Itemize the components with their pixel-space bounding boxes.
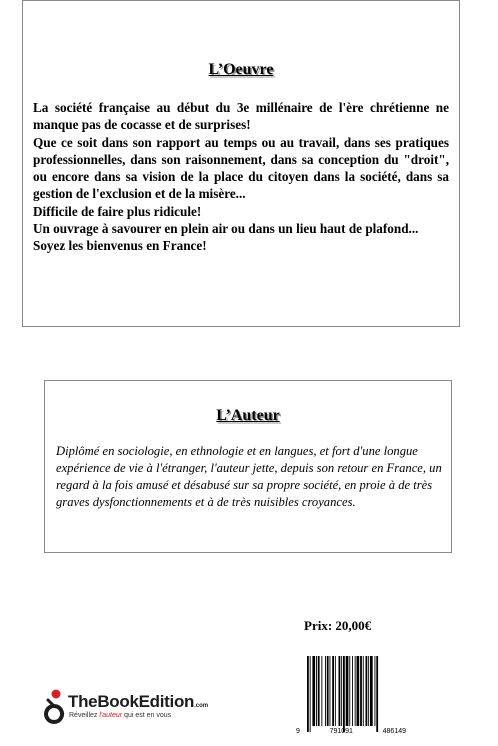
barcode-bar (368, 656, 369, 726)
barcode-bar (327, 656, 329, 726)
barcode-bar (376, 656, 378, 732)
barcode-bar (352, 656, 353, 726)
oeuvre-paragraph: Un ouvrage à savourer en plein air ou dans un lieu haut de plafond... (33, 221, 419, 237)
auteur-panel (44, 380, 452, 553)
oeuvre-body (33, 99, 449, 255)
barcode-bar (366, 656, 368, 726)
barcode-bar (316, 656, 317, 726)
barcode-bar (370, 656, 373, 726)
thebookedition-logo[interactable] (40, 688, 240, 724)
oeuvre-paragraph: Soyez les bienvenus en France! (33, 238, 207, 254)
oeuvre-paragraph: La société française au début du 3e millénaire de l'ère chrétienne ne manque pas de cocasse et de surprises! (33, 100, 449, 133)
logo-wordmark (68, 692, 208, 712)
logo-suffix: .com (194, 703, 209, 709)
barcode-bar (321, 656, 322, 726)
barcode-bar (339, 656, 341, 726)
auteur-title: L’Auteur (216, 407, 280, 424)
barcode-bar (343, 656, 345, 732)
logo-figure-icon (40, 688, 68, 724)
logo-tagline (69, 712, 171, 719)
oeuvre-title: L’Oeuvre (208, 61, 274, 78)
barcode-bar (332, 656, 334, 726)
barcode-bar (346, 656, 349, 726)
barcode-bar (330, 656, 331, 726)
barcode-bar (310, 656, 311, 732)
oeuvre-panel (22, 0, 460, 327)
barcode-digits (296, 728, 406, 735)
oeuvre-paragraph: Difficile de faire plus ridicule! (33, 203, 202, 219)
oeuvre-paragraph: Que ce soit dans son rapport au temps ou au travail, dans ses pratiques professionnelles, dans son raisonnement, dans sa conception du "droit", ou encore dans sa vision de la place du citoyen dans la société, dans sa gestion de l'exclusion et de la misère... (33, 134, 449, 202)
auteur-body: Diplômé en sociologie, en ethnologie et en langues, et fort d'une longue expérience de vie à l'étranger, l'auteur jette, depuis son retour en France, un regard à la fois amusé et désabusé sur sa propre société, en proie à de très graves dysfonctionnements et à de très nuisibles croyances. (56, 444, 442, 509)
logo-brand: TheBookEdition (68, 692, 195, 711)
tagline-start: Réveillez (69, 712, 100, 719)
barcode-bar (363, 656, 364, 726)
barcode-bar (375, 656, 376, 726)
barcode-digit-group: 486149 (382, 728, 406, 735)
tagline-accent: l'auteur (99, 712, 123, 719)
barcode-digit-group: 9 (296, 728, 300, 735)
barcode-bar (312, 656, 315, 726)
barcode-bar (318, 656, 320, 726)
barcode-bar (325, 656, 326, 726)
barcode-bar (360, 656, 362, 726)
price-label: Prix: 20,00€ (304, 618, 372, 633)
barcode-bar (341, 656, 342, 726)
barcode-bar (355, 656, 356, 726)
barcode-digit-group: 791091 (329, 728, 353, 735)
barcode-bar (335, 656, 336, 726)
barcode-bar (349, 656, 350, 726)
barcode-icon (305, 656, 397, 734)
barcode-bar (307, 656, 309, 732)
barcode-bar (357, 656, 360, 726)
tagline-end: qui est en vous (122, 712, 172, 719)
